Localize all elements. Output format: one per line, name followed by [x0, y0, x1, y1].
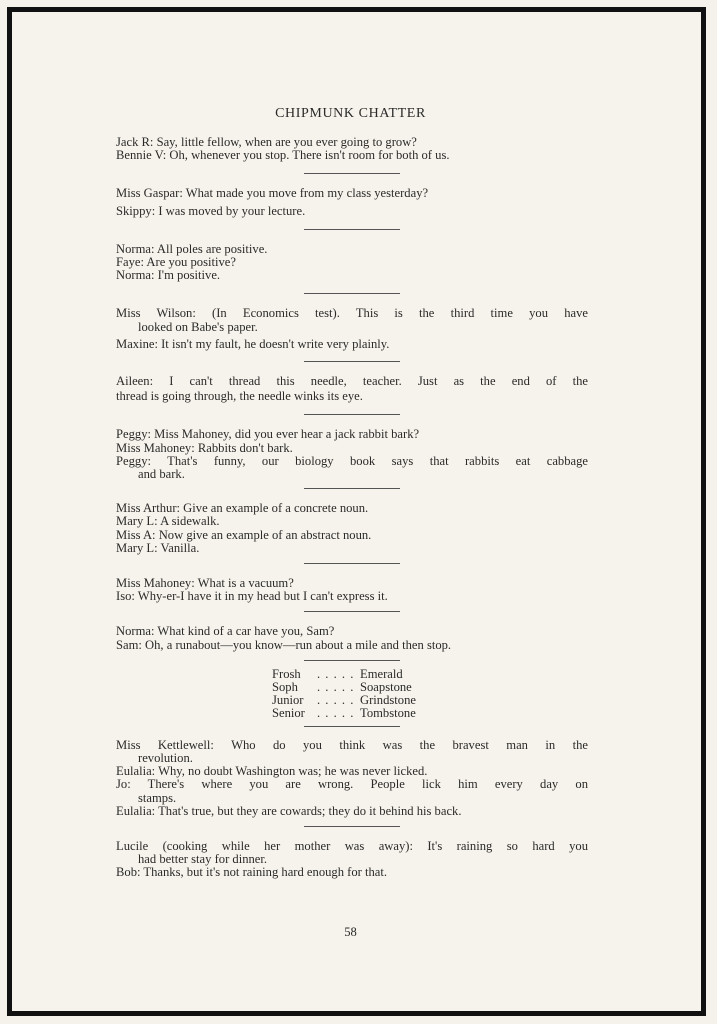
dialogue-line: Peggy: That's funny, our biology book says that rabbits eat cabbage: [116, 453, 588, 468]
class-name: Senior: [272, 706, 305, 721]
dialogue-line: Mary L: Vanilla.: [116, 540, 200, 555]
class-name: Soph: [272, 680, 298, 695]
class-name: Junior: [272, 693, 304, 708]
dialogue-line: Mary L: A sidewalk.: [116, 514, 220, 529]
dialogue-line: Miss Arthur: Give an example of a concrete noun.: [116, 501, 369, 516]
dialogue-line: Peggy: Miss Mahoney, did you ever hear a jack rabbit bark?: [116, 427, 420, 442]
dialogue-line: Aileen: I can't thread this needle, teacher. Just as the end of the: [116, 374, 588, 389]
dialogue-line: looked on Babe's paper.: [138, 319, 258, 334]
leader-dots: . . . . .: [317, 680, 355, 695]
joke-block: [116, 243, 588, 283]
class-stone: Tombstone: [360, 706, 416, 721]
dialogue-line: revolution.: [138, 750, 193, 765]
joke-block: [116, 577, 588, 603]
page: [12, 12, 701, 1011]
dialogue-line: had better stay for dinner.: [138, 852, 268, 867]
dialogue-line: Bennie V: Oh, whenever you stop. There isn't room for both of us.: [116, 148, 450, 163]
dialogue-line: Miss Mahoney: Rabbits don't bark.: [116, 440, 293, 455]
leader-dots: . . . . .: [317, 706, 355, 721]
class-stones-list: [272, 668, 588, 721]
dialogue-line: and bark.: [138, 467, 185, 482]
dialogue-line: Maxine: It isn't my fault, he doesn't write very plainly.: [116, 336, 390, 351]
dialogue-line: Skippy: I was moved by your lecture.: [116, 203, 306, 218]
dialogue-line: Jack R: Say, little fellow, when are you ever going to grow?: [116, 135, 417, 149]
dialogue-line: thread is going through, the needle winks its eye.: [116, 389, 363, 404]
dialogue-line: Miss Mahoney: What is a vacuum?: [116, 576, 294, 591]
dialogue-line: Faye: Are you positive?: [116, 255, 236, 270]
joke-block: [116, 502, 588, 555]
leader-dots: . . . . .: [317, 693, 355, 708]
dialogue-line: Iso: Why-er-I have it in my head but I can't express it.: [116, 589, 388, 604]
dialogue-line: Bob: Thanks, but it's not raining hard enough for that.: [116, 865, 388, 880]
dialogue-line: Miss A: Now give an example of an abstract noun.: [116, 527, 372, 542]
jokes-column: [116, 136, 588, 880]
joke-block: [116, 739, 588, 818]
page-number: 58: [344, 925, 357, 939]
dialogue-line: Jo: There's where you are wrong. People lick him every day on: [116, 777, 588, 792]
dialogue-line: Norma: I'm positive.: [116, 268, 221, 283]
dialogue-line: Eulalia: That's true, but they are cowards; they do it behind his back.: [116, 803, 462, 818]
dialogue-line: Miss Kettlewell: Who do you think was the bravest man in the: [116, 737, 588, 752]
joke-block: [116, 136, 588, 162]
class-name: Frosh: [272, 666, 301, 681]
joke-block: [116, 307, 588, 351]
dialogue-line: Miss Gaspar: What made you move from my class yesterday?: [116, 186, 429, 201]
joke-block: [116, 625, 588, 651]
dialogue-line: Sam: Oh, a runabout—you know—run about a mile and then stop.: [116, 637, 452, 652]
joke-block: [116, 428, 588, 481]
dialogue-line: Norma: What kind of a car have you, Sam?: [116, 624, 335, 639]
dialogue-line: Eulalia: Why, no doubt Washington was; he was never licked.: [116, 764, 428, 779]
leader-dots: . . . . .: [317, 666, 355, 681]
class-stone: Emerald: [360, 666, 403, 681]
class-stone-row: [272, 707, 588, 720]
joke-block: [116, 375, 588, 403]
class-stone: Grindstone: [360, 693, 416, 708]
joke-block: [116, 840, 588, 880]
joke-block: [116, 187, 588, 217]
dialogue-line: stamps.: [138, 790, 177, 805]
dialogue-line: Lucile (cooking while her mother was away): It's raining so hard you: [116, 838, 588, 853]
class-stone: Soapstone: [360, 680, 412, 695]
dialogue-line: Miss Wilson: (In Economics test). This is the third time you have: [116, 306, 588, 321]
page-title: CHIPMUNK CHATTER: [275, 106, 426, 121]
dialogue-line: Norma: All poles are positive.: [116, 241, 268, 256]
